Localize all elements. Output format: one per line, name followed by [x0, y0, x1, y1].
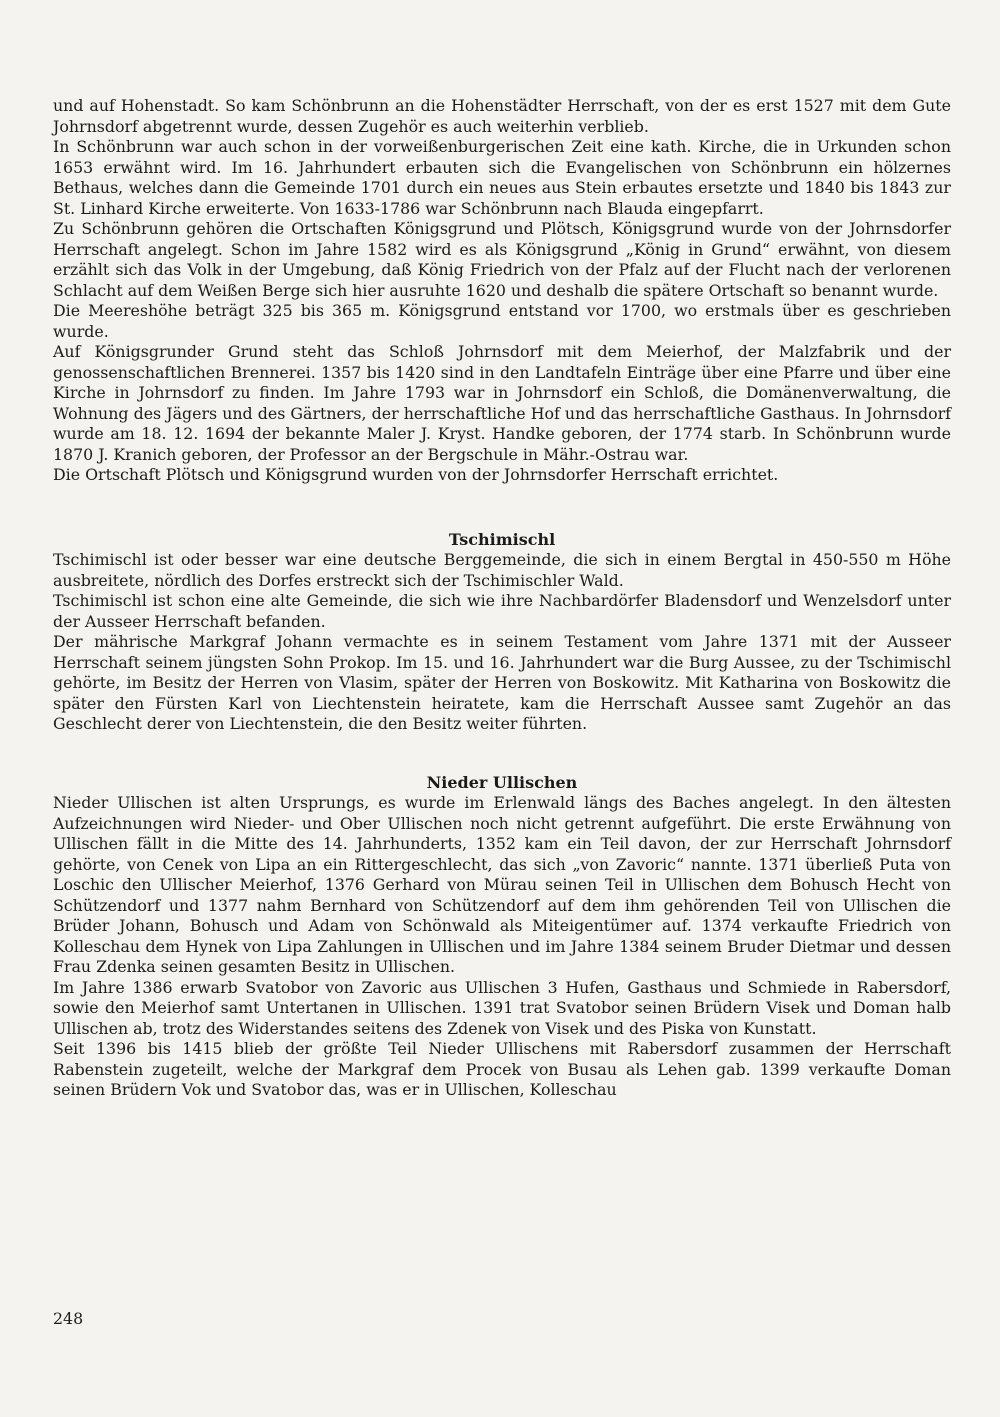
page-content	[53, 96, 951, 1101]
paragraph: Zu Schönbrunn gehören die Ortschaften Königsgrund und Plötsch, Königsgrund wurde von der Johrnsdorfer Herrschaft angelegt. Schon im Jahre 1582 wird es als Königsgrund „König in Grund“ erwähnt, von diesem erzählt sich das Volk in der Umgebung, daß König Friedrich von der Pfalz auf der Flucht nach der verlorenen Schlacht auf dem Weißen Berge sich hier ausruhte 1620 und deshalb die spätere Ortschaft so benannt wurde.	[53, 219, 951, 300]
paragraph: Seit 1396 bis 1415 blieb der größte Teil Nieder Ullischens mit Rabersdorf zusammen der Herrschaft Rabenstein zugeteilt, welche der Markgraf dem Procek von Busau als Lehen gab. 1399 verkaufte Doman seinen Brüdern Vok und Svatobor das, was er in Ullischen, Kolleschau	[53, 1039, 951, 1099]
paragraph: Im Jahre 1386 erwarb Svatobor von Zavoric aus Ullischen 3 Hufen, Gasthaus und Schmiede in Rabersdorf, sowie den Meierhof samt Untertanen in Ullischen. 1391 trat Svatobor seinen Brüdern Visek und Doman halb Ullischen ab, trotz des Widerstandes seitens des Zdenek von Visek und des Piska von Kunstatt.	[53, 977, 951, 1038]
paragraph: und auf Hohenstadt. So kam Schönbrunn an die Hohenstädter Herrschaft, von der es erst 1527 mit dem Gute Johrnsdorf abgetrennt wurde, dessen Zugehör es auch weiterhin verblieb.	[53, 96, 951, 136]
paragraph: Nieder Ullischen ist alten Ursprungs, es wurde im Erlenwald längs des Baches angelegt. In den ältesten Aufzeichnungen wird Nieder- und Ober Ullischen noch nicht getrennt aufgeführt. Die erste Erwähnung von Ullischen fällt in die Mitte des 14. Jahrhunderts, 1352 kam ein Teil davon, der zur Herrschaft Johrnsdorf gehörte, von Cenek von Lipa an ein Rittergeschlecht, das sich „von Zavoric“ nannte. 1371 überließ Puta von Loschic den Ullischer Meierhof, 1376 Gerhard von Mürau seinen Teil in Ullischen dem Bohusch Hecht von Schützendorf und 1377 nahm Bernhard von Schützendorf auf dem ihm gehörenden Teil von Ullischen die Brüder Johann, Bohusch und Adam von Schönwald als Miteigentümer auf. 1374 verkaufte Friedrich von Kolleschau dem Hynek von Lipa Zahlungen in Ullischen und im Jahre 1384 seinem Bruder Dietmar und dessen Frau Zdenka seinen gesamten Besitz in Ullischen.	[53, 793, 951, 976]
paragraph: Die Meereshöhe beträgt 325 bis 365 m. Königsgrund entstand vor 1700, wo erstmals über es geschrieben wurde.	[53, 301, 951, 341]
paragraph: Auf Königsgrunder Grund steht das Schloß Johrnsdorf mit dem Meierhof, der Malzfabrik und der genossenschaftlichen Brennerei. 1357 bis 1420 sind in den Landtafeln Einträge über eine Pfarre und über eine Kirche in Johrnsdorf zu finden. Im Jahre 1793 war in Johrnsdorf ein Schloß, die Domänenverwaltung, die Wohnung des Jägers und des Gärtners, der herrschaftliche Hof und das herrschaftliche Gasthaus. In Johrnsdorf wurde am 18. 12. 1694 der bekannte Maler J. Kryst. Handke geboren, der 1774 starb. In Schönbrunn wurde 1870 J. Kranich geboren, der Professor an der Bergschule in Mähr.-Ostrau war.	[53, 342, 951, 464]
section-heading: Tschimischl	[448, 529, 556, 549]
section-tschimischl	[53, 530, 951, 735]
section-schoenbrunn	[53, 96, 951, 486]
paragraph: In Schönbrunn war auch schon in der vorweißenburgerischen Zeit eine kath. Kirche, die in Urkunden schon 1653 erwähnt wird. Im 16. Jahrhundert erbauten sich die Evangelischen von Schönbrunn ein hölzernes Bethaus, welches dann die Gemeinde 1701 durch ein neues aus Stein erbautes ersetzte und 1840 bis 1843 zur St. Linhard Kirche erweiterte. Von 1633-1786 war Schönbrunn nach Blauda eingepfarrt.	[53, 137, 951, 218]
page-number: 248	[53, 1309, 84, 1328]
section-nieder-ullischen	[53, 773, 951, 1101]
paragraph: Der mährische Markgraf Johann vermachte es in seinem Testament vom Jahre 1371 mit der Ausseer Herrschaft seinem jüngsten Sohn Prokop. Im 15. und 16. Jahrhundert war die Burg Aussee, zu der Tschimischl gehörte, im Besitz der Herren von Vlasim, später der Herren von Boskowitz. Mit Katharina von Boskowitz die später den Fürsten Karl von Liechtenstein heiratete, kam die Herrschaft Aussee samt Zugehör an das Geschlecht derer von Liechtenstein, die den Besitz weiter führten.	[53, 632, 951, 733]
paragraph: Tschimischl ist oder besser war eine deutsche Berggemeinde, die sich in einem Bergtal in 450-550 m Höhe ausbreitete, nördlich des Dorfes erstreckt sich der Tschimischler Wald.	[53, 550, 951, 590]
section-heading: Nieder Ullischen	[426, 772, 578, 792]
paragraph: Tschimischl ist schon eine alte Gemeinde, die sich wie ihre Nachbardörfer Bladensdorf und Wenzelsdorf unter der Ausseer Herrschaft befanden.	[53, 591, 951, 631]
paragraph: Die Ortschaft Plötsch und Königsgrund wurden von der Johrnsdorfer Herrschaft errichtet.	[53, 465, 779, 484]
